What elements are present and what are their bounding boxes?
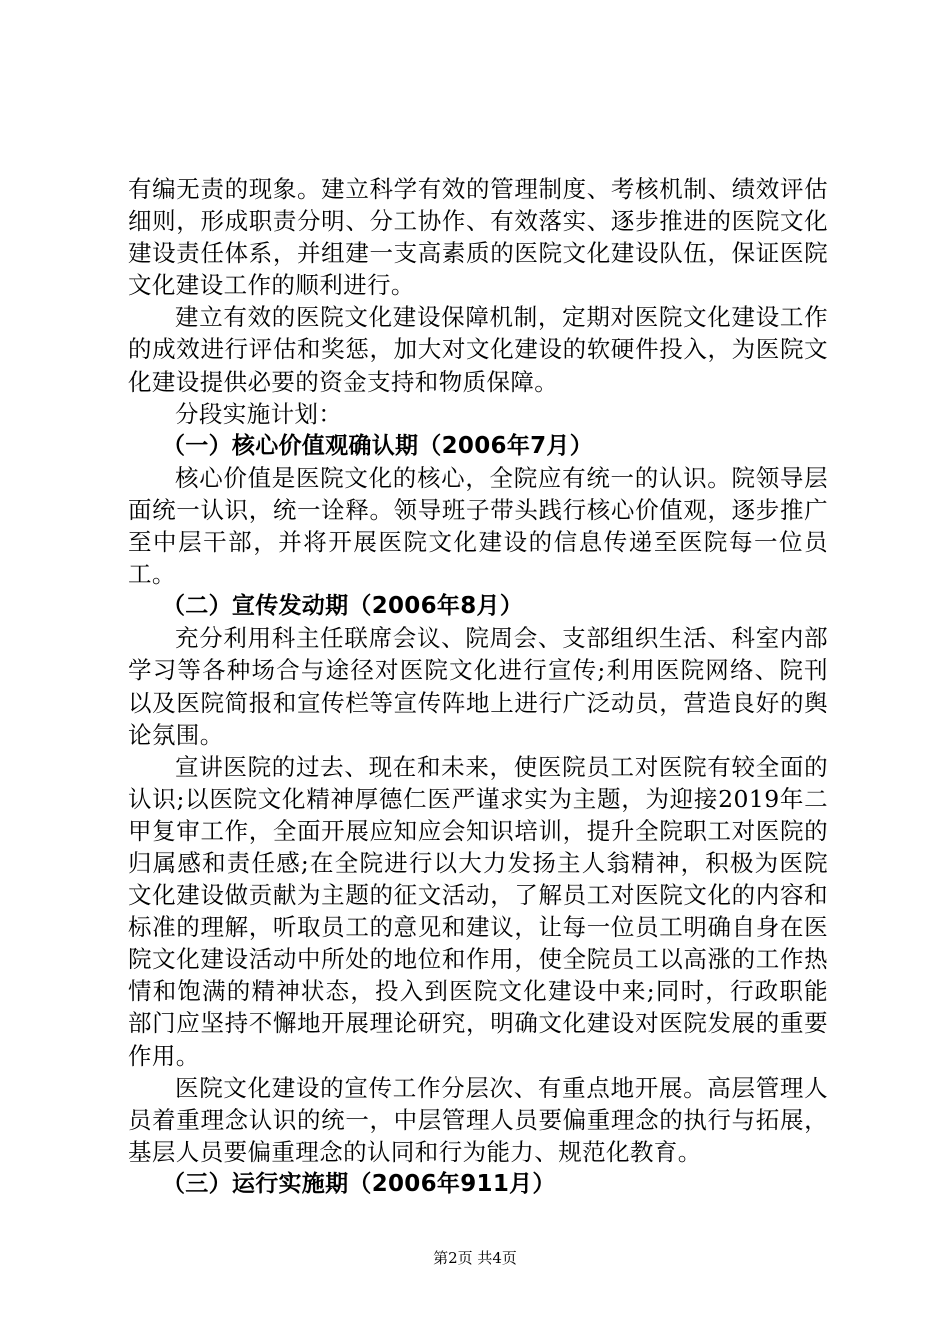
paragraph-publicity-levels: 医院文化建设的宣传工作分层次、有重点地开展。高层管理人员着重理念认识的统一，中层管理人员要偏重理念的执行与拓展，基层人员要偏重理念的认同和行为能力、规范化教育。: [128, 1073, 828, 1166]
paragraph-core-values: 核心价值是医院文化的核心，全院应有统一的认识。院领导层面统一认识，统一诠释。领导班子带头践行核心价值观，逐步推广至中层干部，并将开展医院文化建设的信息传递至医院每一位员工。: [128, 463, 828, 589]
page-footer: 第2页 共4页: [433, 1249, 517, 1267]
heading-implementation-phase: （三）运行实施期（2006年911月）: [162, 1170, 556, 1197]
paragraph-publicity-content: 宣讲医院的过去、现在和未来，使医院员工对医院有较全面的认识;以医院文化精神厚德仁医严谨求实为主题，为迎接2019年二甲复审工作，全面开展应知应会知识培训，提升全院职工对医院的归属感和责任感;在全院进行以大力发扬主人翁精神，积极为医院文化建设做贡献为主题的征文活动，了解员工对医院文化的内容和标准的理解，听取员工的意见和建议，让每一位员工明确自身在医院文化建设活动中所处的地位和作用，使全院员工以高涨的工作热情和饱满的精神状态，投入到医院文化建设中来;同时，行政职能部门应坚持不懈地开展理论研究，明确文化建设对医院发展的重要作用。: [128, 752, 828, 1070]
heading-publicity-phase: （二）宣传发动期（2006年8月）: [162, 593, 524, 620]
paragraph-phased-plan: 分段实施计划：: [175, 399, 343, 428]
heading-core-values-phase: （一）核心价值观确认期（2006年7月）: [162, 432, 594, 459]
paragraph-continued: 有编无责的现象。建立科学有效的管理制度、考核机制、绩效评估细则，形成职责分明、分工协作、有效落实、逐步推进的医院文化建设责任体系，并组建一支高素质的医院文化建设队伍，保证医院文化建设工作的顺利进行。: [128, 175, 828, 300]
document-body: [128, 173, 828, 1200]
paragraph-publicity-channels: 充分利用科主任联席会议、院周会、支部组织生活、科室内部学习等各种场合与途径对医院文化进行宣传;利用医院网络、院刊以及医院简报和宣传栏等宣传阵地上进行广泛动员，营造良好的舆论氛围。: [128, 624, 828, 749]
paragraph-guarantee-mechanism: 建立有效的医院文化建设保障机制，定期对医院文化建设工作的成效进行评估和奖惩，加大对文化建设的软硬件投入，为医院文化建设提供必要的资金支持和物质保障。: [128, 303, 828, 396]
